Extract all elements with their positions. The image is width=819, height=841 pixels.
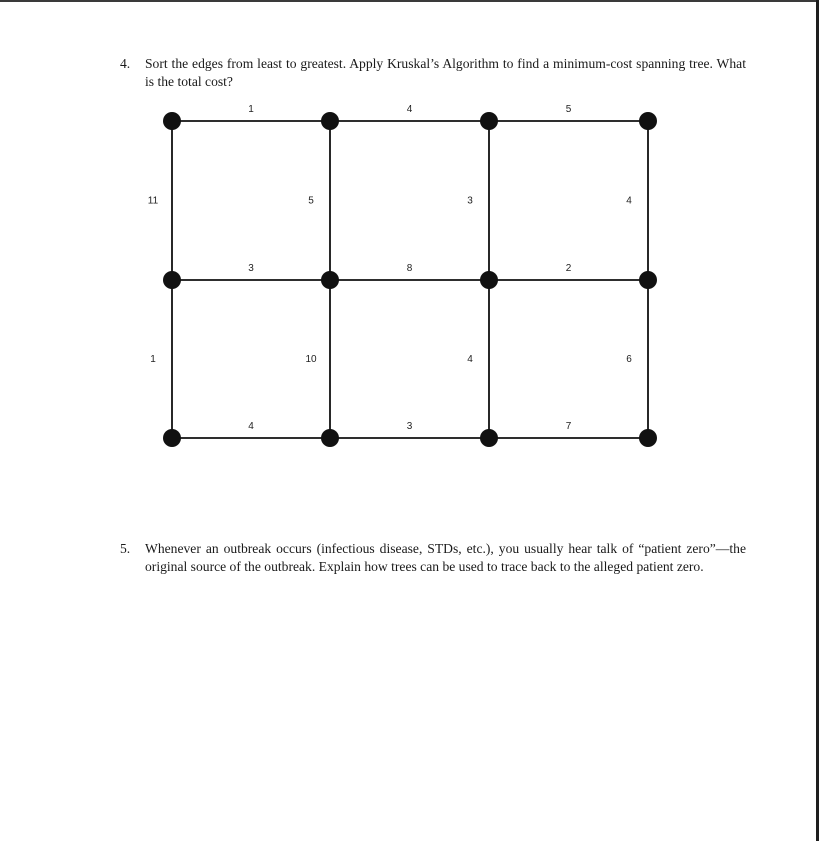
vertex-r1-c0 — [163, 271, 181, 289]
vertex-r1-c1 — [321, 271, 339, 289]
edge-weight-h-r0-c0: 1 — [248, 104, 254, 115]
edge-weight-h-r2-c1: 3 — [406, 421, 413, 432]
vertex-r2-c2 — [480, 429, 498, 447]
edge-weight-v-r1-c0: 1 — [150, 354, 156, 365]
question-4-text: Sort the edges from least to greatest. Apply Kruskal’s Algorithm to find a minimum-cost spanning tree. What is the total cost? — [145, 56, 746, 89]
question-5 — [120, 540, 746, 575]
vertex-r0-c3 — [639, 112, 657, 130]
edge-weight-h-r0-c2: 5 — [565, 104, 572, 115]
vertex-r1-c3 — [639, 271, 657, 289]
edge-weight-v-r0-c0: 11 — [147, 195, 159, 207]
edge-weight-h-r0-c1: 4 — [406, 104, 413, 115]
vertex-r0-c1 — [321, 112, 339, 130]
edge-weight-h-r2-c0: 4 — [248, 421, 254, 432]
question-5-text: Whenever an outbreak occurs (infectious disease, STDs, etc.), you usually hear talk of “patient zero”—the original source of the outbreak. Explain how trees can be used to trace back to the alleged patient zero. — [145, 541, 746, 574]
edge-weight-h-r1-c0: 3 — [248, 263, 254, 274]
vertex-r0-c0 — [163, 112, 181, 130]
edge-weight-v-r0-c1: 5 — [308, 195, 314, 207]
vertex-r1-c2 — [480, 271, 498, 289]
vertex-r2-c3 — [639, 429, 657, 447]
question-5-number: 5. — [120, 541, 131, 556]
edge-weight-v-r1-c2: 4 — [467, 354, 473, 365]
edge-weight-h-r1-c1: 8 — [406, 263, 413, 274]
vertex-r0-c2 — [480, 112, 498, 130]
question-4-number: 4. — [120, 56, 131, 71]
edge-weight-v-r1-c3: 6 — [626, 354, 632, 365]
edge-weight-h-r1-c2: 2 — [565, 263, 572, 274]
edge-weight-h-r2-c2: 7 — [565, 421, 572, 432]
vertex-r2-c1 — [321, 429, 339, 447]
edge-weight-v-r1-c1: 10 — [305, 354, 317, 365]
edge-weight-v-r0-c3: 4 — [626, 195, 632, 207]
edge-weight-v-r0-c2: 3 — [467, 195, 473, 207]
vertex-r2-c0 — [163, 429, 181, 447]
